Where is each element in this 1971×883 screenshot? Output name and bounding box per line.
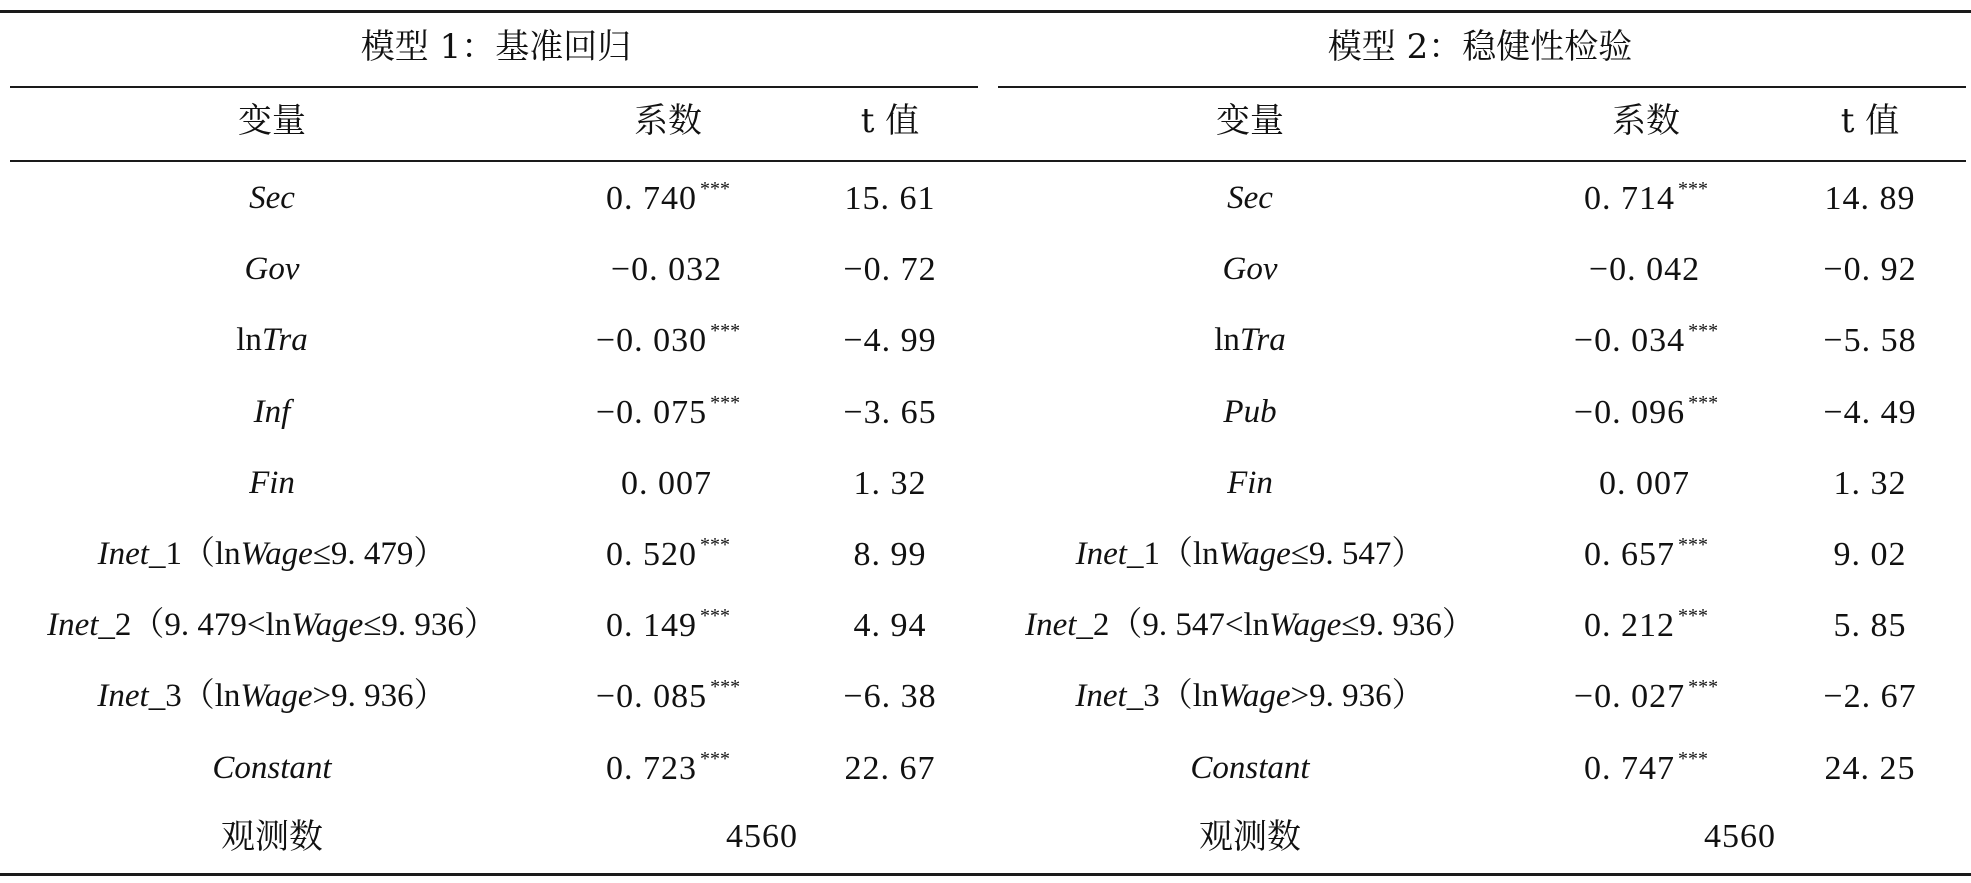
variable-name-part: Sec [249, 180, 295, 216]
variable-name-part: 1（ln [1143, 536, 1219, 572]
model2-coef-cell [1573, 392, 1719, 431]
model2-t-header: t 值 [1840, 101, 1900, 141]
coefficient-value: −0. 042 [1588, 251, 1701, 288]
model2-t-value-cell: −5. 58 [1823, 322, 1917, 359]
model2-title: 模型 2：稳健性检验 [1327, 27, 1633, 67]
top-rule [0, 10, 1971, 13]
variable-name-part: Gov [1222, 251, 1278, 287]
model1-coef-cell [606, 534, 730, 573]
model1-coef-cell [606, 605, 730, 644]
variable-name-part: 1（ln [165, 536, 241, 572]
model1-coef-cell [595, 392, 741, 431]
coefficient-value: 0. 520 [606, 536, 697, 573]
variable-name-part: Gov [244, 251, 300, 287]
significance-stars: *** [1688, 320, 1719, 342]
model1-t-value-cell: −3. 65 [843, 394, 937, 431]
model2-coef-cell [1584, 534, 1708, 573]
model2-coef-cell [1573, 320, 1719, 359]
significance-stars: *** [700, 605, 730, 627]
significance-stars: *** [700, 534, 730, 556]
variable-name-part: Tra [1239, 322, 1286, 358]
model1-coef-cell [611, 253, 725, 287]
variable-name-part: Tra [261, 322, 308, 358]
model2-t-value-cell: 24. 25 [1824, 750, 1916, 787]
model2-variable-cell [1075, 680, 1424, 713]
variable-name-part: ≤9. 479） [312, 536, 447, 572]
model2-t-value-cell: 9. 02 [1833, 536, 1907, 573]
header-rule [10, 160, 1966, 162]
model2-variable-cell [1025, 609, 1475, 642]
coefficient-value: −0. 034 [1573, 322, 1686, 359]
model1-t-value-cell: −6. 38 [843, 678, 937, 715]
variable-name-part: Constant [212, 750, 332, 786]
model1-t-value-cell: 8. 99 [853, 536, 927, 573]
variable-name-part: ≤9. 547） [1290, 536, 1425, 572]
variable-name-part: Wage [1269, 607, 1342, 643]
model2-variable-cell [1223, 396, 1276, 429]
variable-name-part: Fin [1227, 465, 1273, 501]
bottom-rule [0, 873, 1971, 876]
model1-variable-cell [47, 609, 497, 642]
model2-variable-cell [1223, 253, 1278, 286]
model1-variable-cell [212, 752, 331, 785]
coefficient-value: 0. 747 [1584, 750, 1675, 787]
model1-t-value-cell: 22. 67 [844, 750, 936, 787]
model2-coef-cell [1584, 605, 1708, 644]
coefficient-value: −0. 030 [595, 322, 708, 359]
model2-t-value-cell: 5. 85 [1833, 607, 1907, 644]
model2-t-value-cell: −0. 92 [1823, 251, 1917, 288]
model2-variable-cell [1214, 324, 1286, 357]
model2-variable-cell [1227, 467, 1273, 500]
variable-name-part: Sec [1227, 180, 1273, 216]
model1-variable-cell [245, 253, 300, 286]
significance-stars: *** [710, 392, 741, 414]
variable-name-part: 2（9. 547<ln [1092, 607, 1270, 643]
variable-name-part: 3（ln [165, 678, 241, 714]
coefficient-value: 0. 714 [1584, 180, 1675, 217]
variable-name-part: Constant [1190, 750, 1310, 786]
coefficient-value: −0. 075 [595, 394, 708, 431]
model2-variable-cell [1190, 752, 1309, 785]
model1-coef-cell [621, 467, 715, 501]
model2-variable-cell [1227, 182, 1273, 215]
model1-coef-cell [595, 676, 741, 715]
variable-name-part: Fin [249, 465, 295, 501]
significance-stars: *** [710, 676, 741, 698]
variable-name-part: Pub [1223, 394, 1277, 430]
variable-name-part: Inet_ [1025, 607, 1093, 643]
variable-name-part: Inet_ [97, 536, 166, 572]
significance-stars: *** [710, 320, 741, 342]
significance-stars: *** [1688, 392, 1719, 414]
model1-observations-value: 4560 [726, 818, 798, 855]
model1-observations-label: 观测数 [221, 817, 323, 857]
model1-variable-cell [249, 182, 295, 215]
variable-name-part: Wage [1218, 536, 1291, 572]
model1-coef-header: 系数 [634, 101, 702, 141]
variable-name-part: 2（9. 479<ln [114, 607, 292, 643]
model1-variable-cell [249, 467, 295, 500]
model2-coef-cell [1589, 253, 1703, 287]
model1-variable-cell [98, 538, 447, 571]
model1-variable-cell [97, 680, 446, 713]
coefficient-value: −0. 027 [1573, 678, 1686, 715]
coefficient-value: 0. 212 [1584, 607, 1675, 644]
model1-t-value-cell: 1. 32 [853, 465, 927, 502]
variable-name-part: ln [236, 322, 262, 358]
variable-name-part: ≤9. 936） [363, 607, 497, 643]
model2-observations-value: 4560 [1704, 818, 1776, 855]
variable-name-part: Wage [240, 536, 313, 572]
coefficient-value: −0. 032 [610, 251, 723, 288]
coefficient-value: −0. 085 [595, 678, 708, 715]
model2-t-value-cell: −2. 67 [1823, 678, 1917, 715]
model2-t-value-cell: 14. 89 [1824, 180, 1916, 217]
coefficient-value: 0. 007 [1599, 465, 1690, 502]
model2-coef-cell [1584, 748, 1708, 787]
significance-stars: *** [1678, 534, 1708, 556]
model1-t-value-cell: 4. 94 [853, 607, 927, 644]
model2-coef-cell [1599, 467, 1693, 501]
model2-coef-cell [1584, 178, 1708, 217]
variable-name-part: >9. 936） [312, 678, 447, 714]
model1-coef-cell [606, 748, 730, 787]
variable-name-part: ≤9. 936） [1341, 607, 1475, 643]
coefficient-value: 0. 657 [1584, 536, 1675, 573]
model2-variable-header: 变量 [1216, 101, 1284, 141]
model2-coef-header: 系数 [1612, 101, 1680, 141]
model1-variable-header: 变量 [238, 101, 306, 141]
variable-name-part: Wage [240, 678, 313, 714]
significance-stars: *** [1688, 676, 1719, 698]
model2-title-rule [998, 86, 1966, 88]
variable-name-part: Inet_ [47, 607, 115, 643]
variable-name-part: Inf [253, 394, 291, 430]
variable-name-part: Inet_ [1075, 536, 1144, 572]
significance-stars: *** [1678, 605, 1708, 627]
coefficient-value: 0. 740 [606, 180, 697, 217]
significance-stars: *** [700, 178, 730, 200]
variable-name-part: Inet_ [97, 678, 166, 714]
significance-stars: *** [1678, 748, 1708, 770]
coefficient-value: 0. 149 [606, 607, 697, 644]
model1-t-value-cell: 15. 61 [844, 180, 936, 217]
coefficient-value: −0. 096 [1573, 394, 1686, 431]
model1-coef-cell [595, 320, 741, 359]
significance-stars: *** [1678, 178, 1708, 200]
model2-t-value-cell: 1. 32 [1833, 465, 1907, 502]
model2-t-value-cell: −4. 49 [1823, 394, 1917, 431]
variable-name-part: Wage [1218, 678, 1291, 714]
model1-coef-cell [606, 178, 730, 217]
coefficient-value: 0. 723 [606, 750, 697, 787]
model1-title-rule [10, 86, 978, 88]
variable-name-part: Wage [291, 607, 364, 643]
significance-stars: *** [700, 748, 730, 770]
model1-variable-cell [254, 396, 291, 429]
coefficient-value: 0. 007 [621, 465, 712, 502]
variable-name-part: ln [1214, 322, 1240, 358]
variable-name-part: 3（ln [1143, 678, 1219, 714]
variable-name-part: Inet_ [1075, 678, 1144, 714]
model1-t-header: t 值 [860, 101, 920, 141]
model2-coef-cell [1573, 676, 1719, 715]
variable-name-part: >9. 936） [1290, 678, 1425, 714]
model1-t-value-cell: −0. 72 [843, 251, 937, 288]
model1-t-value-cell: −4. 99 [843, 322, 937, 359]
model2-observations-label: 观测数 [1199, 817, 1301, 857]
model1-title: 模型 1：基准回归 [360, 27, 632, 67]
model1-variable-cell [236, 324, 308, 357]
model2-variable-cell [1076, 538, 1425, 571]
